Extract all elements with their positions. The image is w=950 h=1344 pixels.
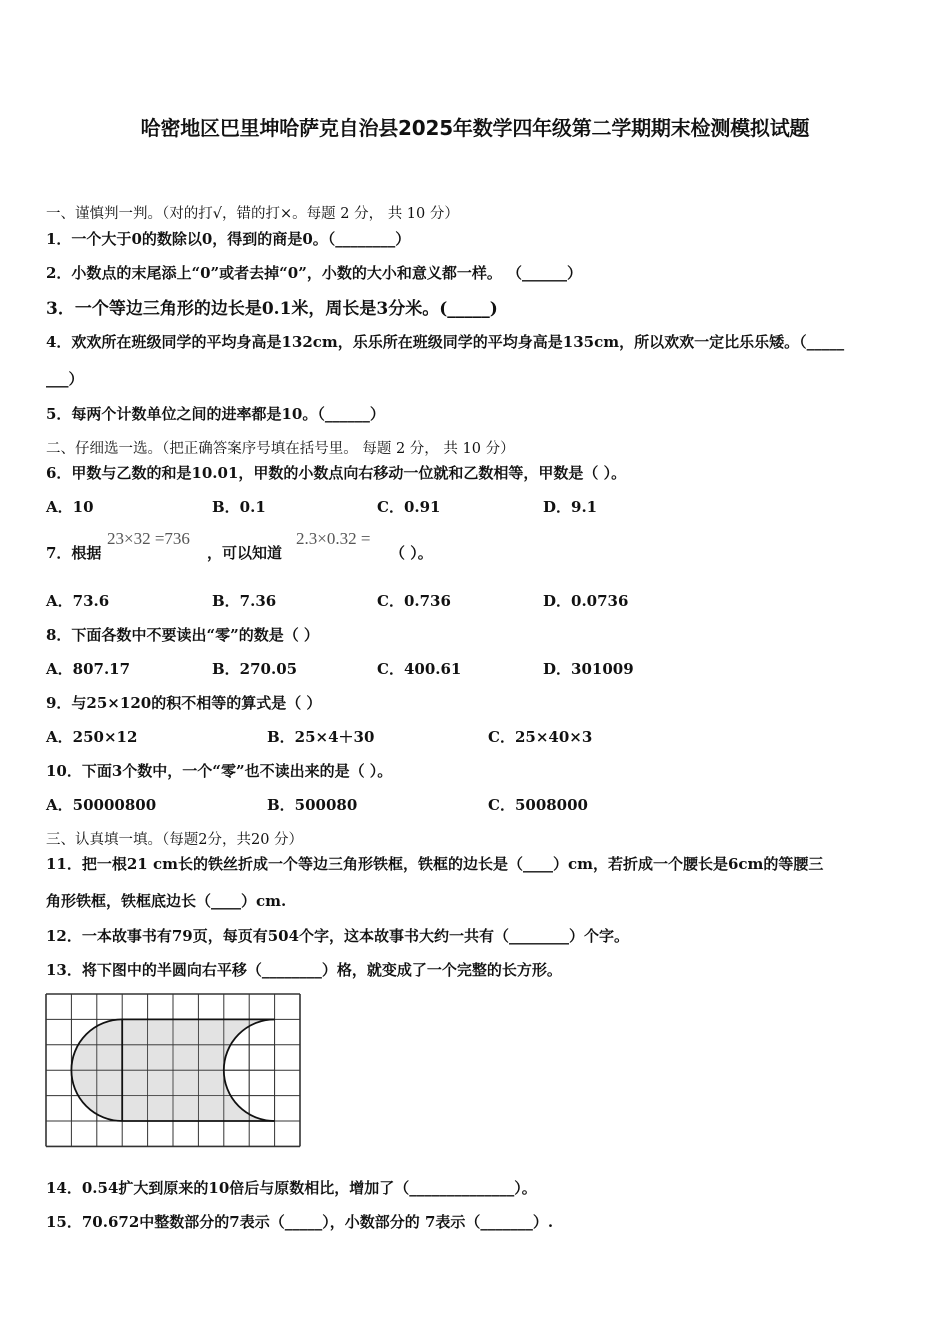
question-9: 9．与25×120的积不相等的算式是（ ） [46, 694, 322, 712]
section-2-header: 二、仔细选一选。（把正确答案序号填在括号里。 每题 2 分， 共 10 分） [46, 441, 515, 457]
question-6-option-b: B．0.1 [212, 498, 266, 516]
question-5: 5．每两个计数单位之间的进率都是10。（______） [46, 405, 385, 423]
question-10: 10．下面3个数中，一个“零”也不读出来的是（ ）。 [46, 762, 393, 780]
question-7-option-d: D．0.0736 [543, 592, 629, 610]
question-4-line-2: ___） [46, 370, 84, 388]
question-6-option-a: A．10 [46, 498, 94, 516]
question-14: 14．0.54扩大到原来的10倍后与原数相比，增加了（______________）。 [46, 1179, 537, 1197]
question-7-option-c: C．0.736 [377, 592, 451, 610]
question-11-line-2: 角形铁框，铁框底边长（____）cm. [46, 892, 287, 910]
question-7-middle: ，可以知道 [207, 544, 283, 562]
question-6-option-d: D．9.1 [543, 498, 598, 516]
question-11-line-1: 11．把一根21 cm长的铁丝折成一个等边三角形铁框，铁框的边长是（____）cm，若折成一个腰长是6cm的等腰三 [46, 855, 824, 873]
question-13: 13．将下图中的半圆向右平移（________）格，就变成了一个完整的长方形。 [46, 961, 562, 979]
semicircle-rectangle-shape [71, 1019, 274, 1121]
question-7-formula-1: 23×32 =736 [107, 529, 190, 548]
question-10-option-a: A．50000800 [46, 796, 157, 814]
question-4-line-1: 4．欢欢所在班级同学的平均身高是132cm，乐乐所在班级同学的平均身高是135cm，所以欢欢一定比乐乐矮。（_____ [46, 333, 845, 351]
question-7-option-b: B．7.36 [212, 592, 277, 610]
question-9-option-a: A．250×12 [46, 728, 138, 746]
question-9-option-c: C．25×40×3 [488, 728, 593, 746]
question-2: 2．小数点的末尾添上“0”或者去掉“0”，小数的大小和意义都一样。 （______） [46, 264, 583, 282]
question-10-option-c: C．5008000 [488, 796, 588, 814]
translation-grid-figure [44, 992, 304, 1148]
question-6: 6．甲数与乙数的和是10.01，甲数的小数点向右移动一位就和乙数相等，甲数是（ ）。 [46, 464, 627, 482]
question-6-option-c: C．0.91 [377, 498, 441, 516]
question-7-suffix: （ ）。 [390, 544, 433, 562]
question-8-option-b: B．270.05 [212, 660, 298, 678]
question-1: 1．一个大于0的数除以0，得到的商是0。（________） [46, 230, 411, 248]
question-8: 8．下面各数中不要读出“零”的数是（ ） [46, 626, 319, 644]
question-7-formula-2: 2.3×0.32 = [296, 529, 371, 548]
question-10-option-b: B．500080 [267, 796, 358, 814]
question-9-option-b: B．25×4＋30 [267, 728, 375, 746]
section-3-header: 三、认真填一填。（每题2分，共20 分） [46, 832, 304, 848]
question-15: 15．70.672中整数部分的7表示（_____），小数部分的 7表示（_______）. [46, 1213, 554, 1231]
question-12: 12．一本故事书有79页，每页有504个字，这本故事书大约一共有（________）个字。 [46, 927, 630, 945]
question-8-option-a: A．807.17 [46, 660, 131, 678]
question-3: 3．一个等边三角形的边长是0.1米，周长是3分米。(_____) [46, 299, 498, 319]
question-7-option-a: A．73.6 [46, 592, 110, 610]
question-8-option-c: C．400.61 [377, 660, 462, 678]
section-1-header: 一、谨慎判一判。（对的打√，错的打×。每题 2 分， 共 10 分） [46, 206, 459, 222]
page-title: 哈密地区巴里坤哈萨克自治县2025年数学四年级第二学期期末检测模拟试题 [140, 116, 810, 140]
question-7-prefix: 7．根据 [46, 544, 102, 562]
question-8-option-d: D．301009 [543, 660, 634, 678]
